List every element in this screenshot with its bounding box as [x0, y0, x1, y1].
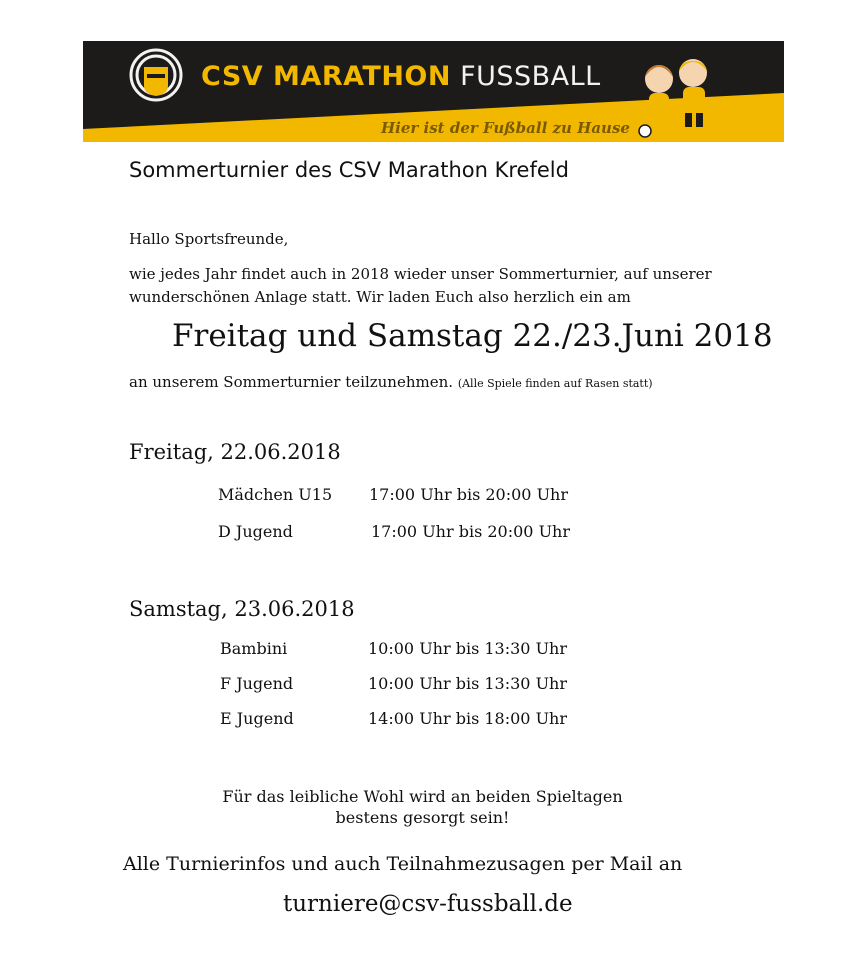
club-logo-icon [129, 48, 183, 102]
invite-text [129, 373, 653, 391]
contact-email[interactable]: turniere@csv-fussball.de [283, 891, 573, 917]
schedule-time: 14:00 Uhr bis 18:00 Uhr [368, 709, 568, 728]
header-banner [83, 41, 784, 142]
club-name-bold: CSV MARATHON [201, 61, 451, 92]
intro-line-1: wie jedes Jahr findet auch in 2018 wieder unser Sommerturnier, auf unserer [129, 265, 712, 283]
schedule-team: Bambini [220, 639, 288, 658]
invite-main: an unserem Sommerturnier teilzunehmen. [129, 373, 454, 391]
greeting: Hallo Sportsfreunde, [129, 230, 289, 248]
schedule-time: 17:00 Uhr bis 20:00 Uhr [369, 485, 569, 504]
schedule-time: 10:00 Uhr bis 13:30 Uhr [368, 674, 568, 693]
schedule-team: D Jugend [218, 522, 293, 541]
catering-line-1: Für das leibliche Wohl wird an beiden Spieltagen [222, 787, 623, 806]
catering-line-2: bestens gesorgt sein! [335, 808, 510, 827]
contact-line: Alle Turnierinfos und auch Teilnahmezusagen per Mail an [123, 853, 683, 875]
intro-line-2: wunderschönen Anlage statt. Wir laden Euch also herzlich ein am [129, 288, 631, 306]
schedule-team: E Jugend [220, 709, 294, 728]
schedule-time: 17:00 Uhr bis 20:00 Uhr [371, 522, 571, 541]
schedule-team: Mädchen U15 [218, 485, 333, 504]
kids-mascot-icon [633, 47, 723, 139]
invite-note: (Alle Spiele finden auf Rasen statt) [457, 377, 653, 390]
page-title: Sommerturnier des CSV Marathon Krefeld [129, 158, 569, 182]
date-headline: Freitag und Samstag 22./23.Juni 2018 [172, 318, 773, 354]
club-slogan: Hier ist der Fußball zu Hause [381, 119, 630, 137]
schedule-time: 10:00 Uhr bis 13:30 Uhr [368, 639, 568, 658]
club-name-light: FUSSBALL [460, 61, 601, 92]
friday-title: Freitag, 22.06.2018 [129, 440, 341, 464]
schedule-team: F Jugend [220, 674, 294, 693]
saturday-title: Samstag, 23.06.2018 [129, 597, 355, 621]
club-name [201, 61, 601, 92]
